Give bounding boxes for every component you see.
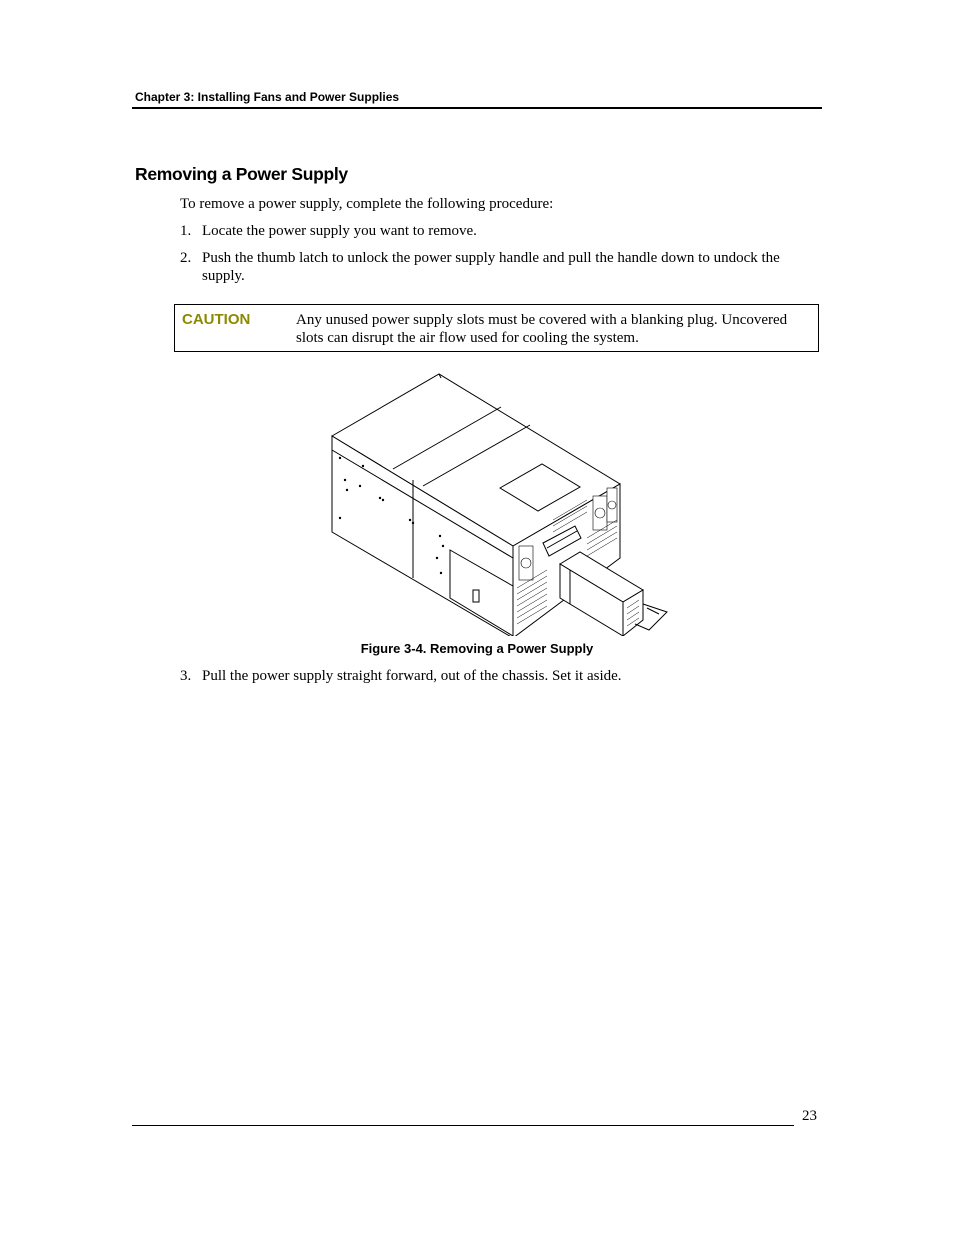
page-number: 23 [802,1108,817,1124]
step-number: 1. [180,223,192,239]
step-text: Push the thumb latch to unlock the power supply handle and pull the handle down to undock the supply. [202,250,780,284]
caution-box [174,304,819,352]
footer-rule [132,1125,794,1126]
caution-label: CAUTION [182,311,251,328]
section-title: Removing a Power Supply [135,164,348,184]
figure-caption: Figure 3-4. Removing a Power Supply [360,641,594,656]
caution-text: Any unused power supply slots must be covered with a blanking plug. Uncovered slots can disrupt the air flow used for cooling the system. [296,312,788,346]
header-rule [132,107,822,109]
chapter-header: Chapter 3: Installing Fans and Power Supplies [135,90,400,104]
step-text: Pull the power supply straight forward, out of the chassis. Set it aside. [202,668,622,684]
intro-paragraph: To remove a power supply, complete the following procedure: [180,196,554,212]
step-number: 3. [180,668,192,684]
step-text: Locate the power supply you want to remove. [202,223,477,239]
power-supply-illustration [325,368,675,636]
step-number: 2. [180,250,192,266]
